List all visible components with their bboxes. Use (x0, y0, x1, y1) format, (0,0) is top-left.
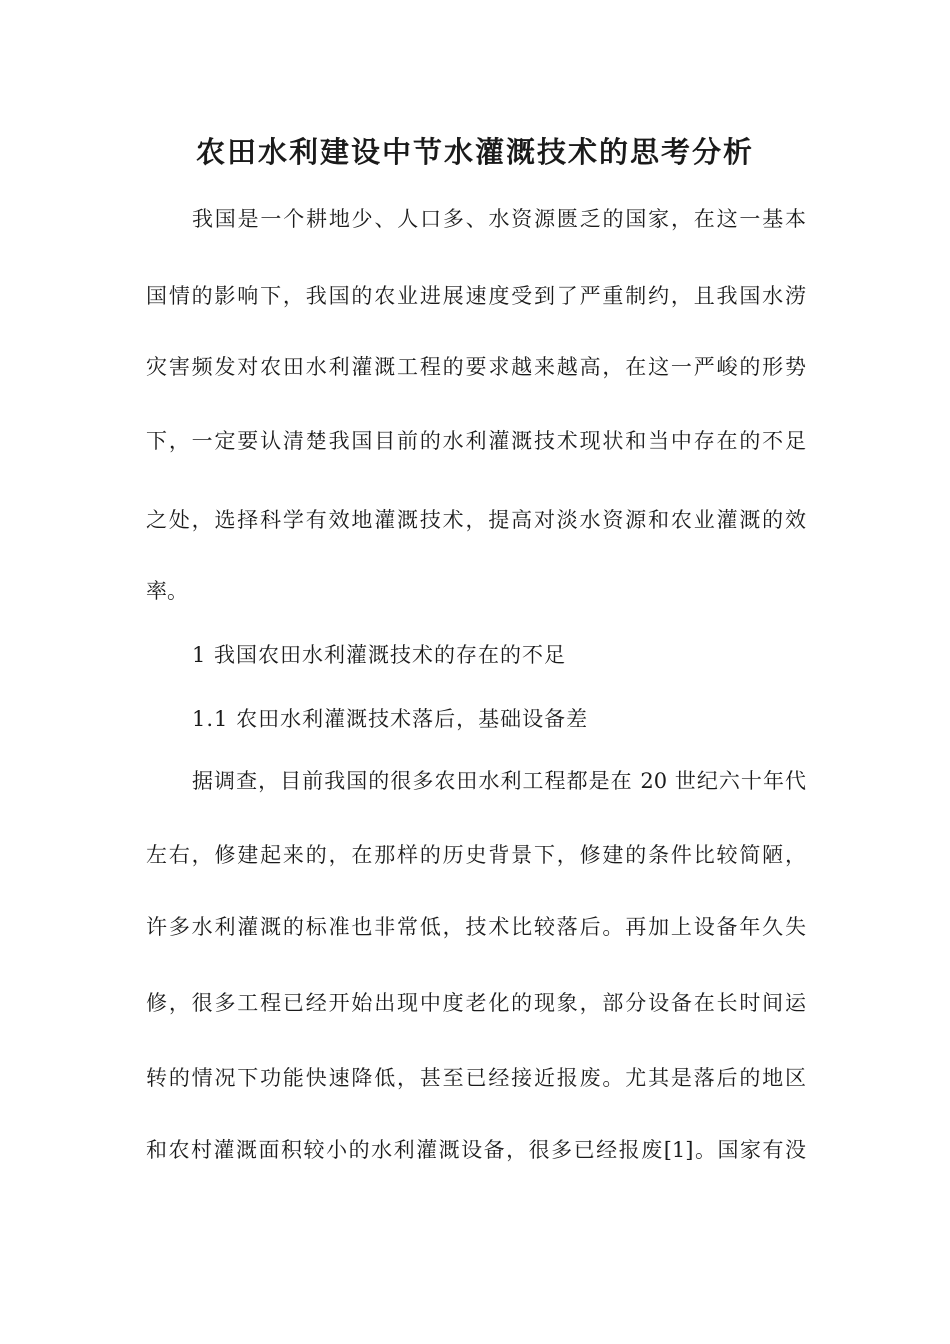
paragraph-line: 率。 (146, 579, 188, 603)
paragraph-line: 许多水利灌溉的标准也非常低，技术比较落后。再加上设备年久失 (146, 915, 806, 939)
paragraph-line: 之处，选择科学有效地灌溉技术，提高对淡水资源和农业灌溉的效 (146, 508, 806, 532)
subsection-heading: 1.1 农田水利灌溉技术落后，基础设备差 (192, 707, 589, 731)
paragraph-line: 左右，修建起来的，在那样的历史背景下，修建的条件比较简陋， (146, 843, 806, 867)
paragraph-line: 和农村灌溉面积较小的水利灌溉设备，很多已经报废[1]。国家有没 (146, 1138, 806, 1162)
document-title: 农田水利建设中节水灌溉技术的思考分析 (195, 135, 754, 169)
paragraph-line: 下，一定要认清楚我国目前的水利灌溉技术现状和当中存在的不足 (146, 429, 806, 453)
paragraph-line: 修，很多工程已经开始出现中度老化的现象，部分设备在长时间运 (146, 991, 806, 1015)
paragraph-line: 据调查，目前我国的很多农田水利工程都是在 20 世纪六十年代 (192, 769, 806, 793)
paragraph-line: 我国是一个耕地少、人口多、水资源匮乏的国家，在这一基本 (192, 207, 806, 231)
paragraph-line: 灾害频发对农田水利灌溉工程的要求越来越高，在这一严峻的形势 (146, 355, 806, 379)
paragraph-line: 国情的影响下，我国的农业进展速度受到了严重制约，且我国水涝 (146, 284, 806, 308)
section-heading: 1 我国农田水利灌溉技术的存在的不足 (192, 643, 567, 667)
paragraph-line: 转的情况下功能快速降低，甚至已经接近报废。尤其是落后的地区 (146, 1066, 806, 1090)
